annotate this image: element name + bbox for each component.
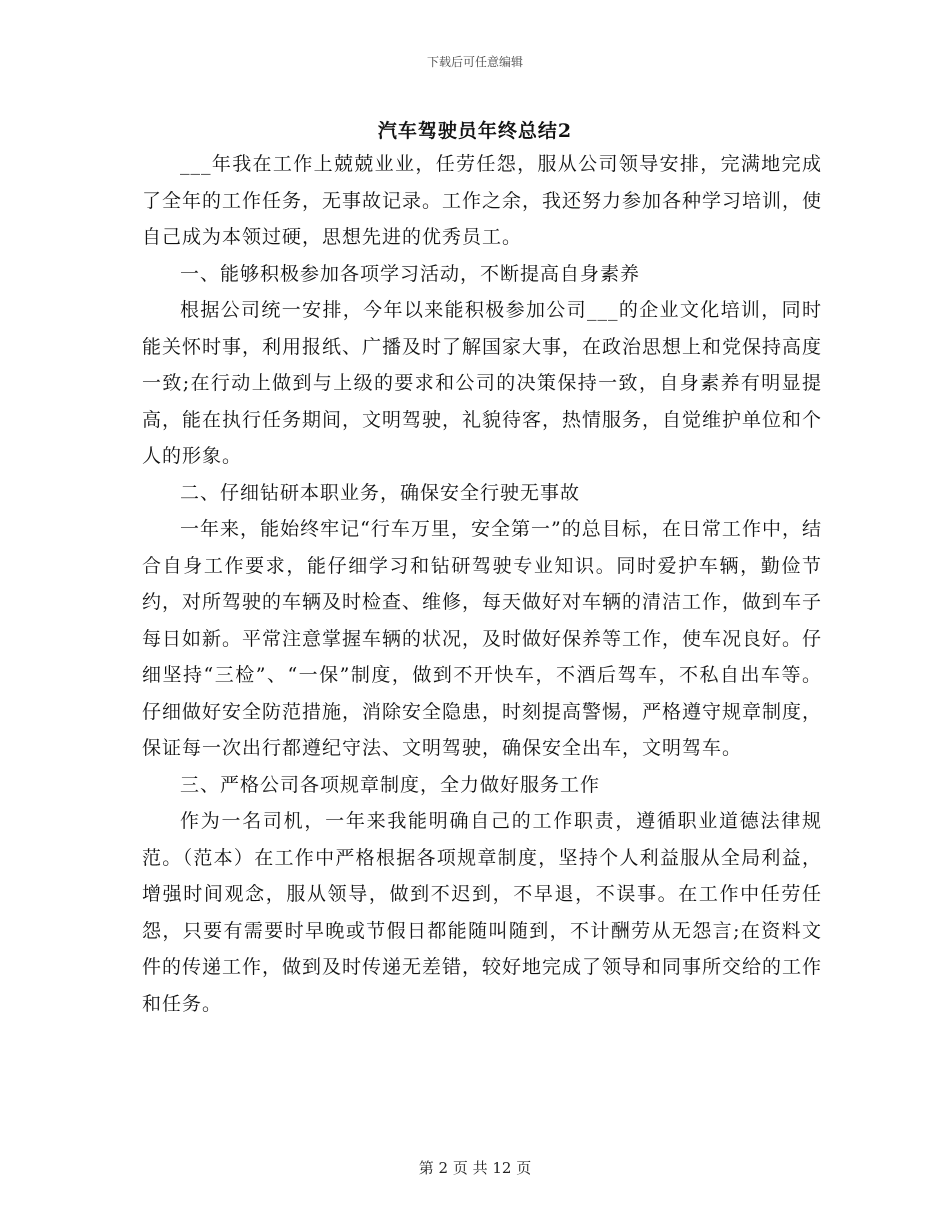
document-title: 汽车驾驶员年终总结2 (377, 120, 573, 142)
section-heading-2: 二、仔细钻研本职业务，确保安全行驶无事故 (180, 481, 581, 504)
paragraph-section-1: 根据公司统一安排，今年以来能积极参加公司___的企业文化培训，同时能关怀时事，利用报纸、广播及时了解国家大事，在政治思想上和党保持高度一致;在行动上做到与上级的要求和公司的决策保持一致，自身素养有明显提高，能在执行任务期间，文明驾驶，礼貌待客，热情服务，自觉维护单位和个人的形象。 (142, 299, 823, 467)
paragraph-section-3: 作为一名司机，一年来我能明确自己的工作职责，遵循职业道德法律规范。（范本）在工作中严格根据各项规章制度，坚持个人利益服从全局利益，增强时间观念，服从领导，做到不迟到，不早退，不误事。在工作中任劳任怨，只要有需要时早晚或节假日都能随叫随到，不计酬劳从无怨言;在资料文件的传递工作，做到及时传递无差错，较好地完成了领导和同事所交给的工作和任务。 (142, 810, 823, 1015)
section-heading-3: 三、严格公司各项规章制度，全力做好服务工作 (180, 773, 601, 796)
document-body (142, 146, 822, 1022)
section-heading-1: 一、能够积极参加各项学习活动，不断提高自身素养 (180, 262, 641, 285)
paragraph-intro: ___年我在工作上兢兢业业，任劳任怨，服从公司领导安排，完满地完成了全年的工作任务，无事故记录。工作之余，我还努力参加各种学习培训，使自己成为本领过硬，思想先进的优秀员工。 (142, 153, 823, 248)
header-note: 下载后可任意编辑 (426, 55, 523, 69)
page-number-footer: 第 2 页 共 12 页 (418, 1159, 532, 1177)
paragraph-section-2: 一年来，能始终牢记“行车万里，安全第一”的总目标，在日常工作中，结合自身工作要求，能仔细学习和钻研驾驶专业知识。同时爱护车辆，勤俭节约，对所驾驶的车辆及时检查、维修，每天做好对车辆的清洁工作，做到车子每日如新。平常注意掌握车辆的状况，及时做好保养等工作，使车况良好。仔细坚持“三检”、“一保”制度，做到不开快车，不酒后驾车，不私自出车等。仔细做好安全防范措施，消除安全隐患，时刻提高警惕，严格遵守规章制度，保证每一次出行都遵纪守法、文明驾驶，确保安全出车，文明驾车。 (142, 518, 823, 759)
